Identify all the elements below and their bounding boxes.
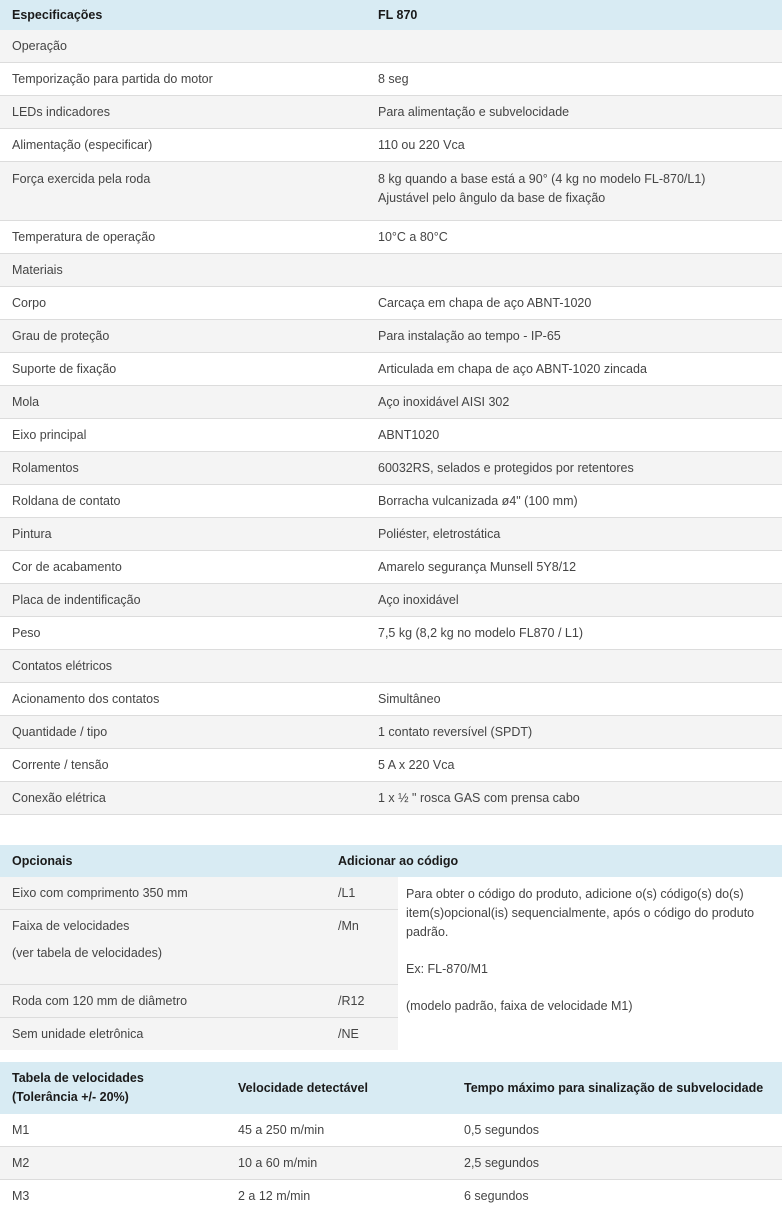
- option-code: /Mn: [326, 910, 398, 943]
- spec-label: Acionamento dos contatos: [0, 683, 366, 716]
- option-sub-empty: [326, 942, 398, 985]
- header-model: FL 870: [366, 0, 782, 30]
- speed-time: 2,5 segundos: [452, 1147, 782, 1180]
- spec-label: Contatos elétricos: [0, 650, 366, 683]
- spec-label: Grau de proteção: [0, 320, 366, 353]
- option-row: [0, 877, 782, 910]
- spec-label: Alimentação (especificar): [0, 129, 366, 162]
- spec-value: 5 A x 220 Vca: [366, 749, 782, 782]
- spec-row: [0, 386, 782, 419]
- spec-label: Placa de indentificação: [0, 584, 366, 617]
- option-label: Roda com 120 mm de diâmetro: [0, 985, 326, 1018]
- speed-value: 10 a 60 m/min: [226, 1147, 452, 1180]
- option-label: Faixa de velocidades: [0, 910, 326, 943]
- spec-row: [0, 584, 782, 617]
- option-sublabel: (ver tabela de velocidades): [0, 942, 326, 985]
- spec-row: [0, 221, 782, 254]
- spec-row: [0, 650, 782, 683]
- spec-value: 10°C a 80°C: [366, 221, 782, 254]
- spec-label: Mola: [0, 386, 366, 419]
- spec-label: Quantidade / tipo: [0, 716, 366, 749]
- spec-label: LEDs indicadores: [0, 96, 366, 129]
- header-speed-range: [0, 1062, 226, 1114]
- spec-value: 8 seg: [366, 63, 782, 96]
- spec-row: [0, 518, 782, 551]
- option-label: Sem unidade eletrônica: [0, 1018, 326, 1051]
- speed-row: [0, 1147, 782, 1180]
- header-options: Opcionais: [0, 845, 326, 877]
- spec-value-line: 8 kg quando a base está a 90° (4 kg no modelo FL-870/L1): [378, 170, 782, 189]
- header-tolerance: (Tolerância +/- 20%): [12, 1088, 226, 1107]
- speed-time: 6 segundos: [452, 1180, 782, 1212]
- spec-row: [0, 63, 782, 96]
- spec-value: [366, 254, 782, 287]
- spec-row: [0, 353, 782, 386]
- spec-row: [0, 551, 782, 584]
- speed-value: 45 a 250 m/min: [226, 1114, 452, 1147]
- spec-label: Operação: [0, 30, 366, 63]
- header-specifications: Especificações: [0, 0, 366, 30]
- spec-row: [0, 419, 782, 452]
- spec-value: Amarelo segurança Munsell 5Y8/12: [366, 551, 782, 584]
- spec-row: [0, 452, 782, 485]
- spec-value: Aço inoxidável AISI 302: [366, 386, 782, 419]
- speeds-table: [0, 1062, 782, 1212]
- speed-range: M1: [0, 1114, 226, 1147]
- spec-label: Cor de acabamento: [0, 551, 366, 584]
- spec-row: [0, 782, 782, 815]
- note-example-caption: (modelo padrão, faixa de velocidade M1): [406, 997, 772, 1016]
- option-label: Eixo com comprimento 350 mm: [0, 877, 326, 910]
- spec-value: ABNT1020: [366, 419, 782, 452]
- speed-row: [0, 1180, 782, 1212]
- spec-value: [366, 30, 782, 63]
- spec-row: [0, 30, 782, 63]
- spec-row: [0, 254, 782, 287]
- spec-row: [0, 716, 782, 749]
- options-header: [0, 845, 782, 877]
- header-detectable-speed: Velocidade detectável: [226, 1062, 452, 1114]
- header-max-time: Tempo máximo para sinalização de subvelocidade: [452, 1062, 782, 1114]
- spec-value: Aço inoxidável: [366, 584, 782, 617]
- spec-value: Borracha vulcanizada ø4" (100 mm): [366, 485, 782, 518]
- spec-row: [0, 749, 782, 782]
- spec-row: [0, 129, 782, 162]
- spec-value: 7,5 kg (8,2 kg no modelo FL870 / L1): [366, 617, 782, 650]
- spec-label: Materiais: [0, 254, 366, 287]
- spec-row: [0, 96, 782, 129]
- spec-label: Corrente / tensão: [0, 749, 366, 782]
- spec-value: 1 x ½ " rosca GAS com prensa cabo: [366, 782, 782, 815]
- speed-time: 0,5 segundos: [452, 1114, 782, 1147]
- note-instructions: Para obter o código do produto, adicione o(s) código(s) do(s) item(s)opcional(is) sequencialmente, após o código do produto padrão.: [406, 885, 772, 942]
- spec-label: Pintura: [0, 518, 366, 551]
- spec-label: Roldana de contato: [0, 485, 366, 518]
- speed-range: M2: [0, 1147, 226, 1180]
- options-table: [0, 845, 782, 1050]
- spec-label: Corpo: [0, 287, 366, 320]
- spec-value: 110 ou 220 Vca: [366, 129, 782, 162]
- speed-row: [0, 1114, 782, 1147]
- spec-value: Para alimentação e subvelocidade: [366, 96, 782, 129]
- options-note: [398, 877, 782, 1050]
- header-speed-table: Tabela de velocidades: [12, 1069, 226, 1088]
- spec-value: Poliéster, eletrostática: [366, 518, 782, 551]
- spec-value: Para instalação ao tempo - IP-65: [366, 320, 782, 353]
- spec-label: Peso: [0, 617, 366, 650]
- spec-value: [366, 162, 782, 221]
- header-add-code: Adicionar ao código: [326, 845, 782, 877]
- spec-value: 60032RS, selados e protegidos por retentores: [366, 452, 782, 485]
- spec-label: Suporte de fixação: [0, 353, 366, 386]
- option-code: /NE: [326, 1018, 398, 1051]
- spec-value-line: Ajustável pelo ângulo da base de fixação: [378, 189, 782, 208]
- speed-range: M3: [0, 1180, 226, 1212]
- note-example: Ex: FL-870/M1: [406, 960, 772, 979]
- speed-value: 2 a 12 m/min: [226, 1180, 452, 1212]
- speeds-header: [0, 1062, 782, 1114]
- specifications-header: [0, 0, 782, 30]
- spec-row: [0, 287, 782, 320]
- spec-value: [366, 650, 782, 683]
- spec-row: [0, 320, 782, 353]
- spec-row: [0, 162, 782, 221]
- spec-label: Força exercida pela roda: [0, 162, 366, 221]
- option-code: /L1: [326, 877, 398, 910]
- spec-value: Articulada em chapa de aço ABNT-1020 zincada: [366, 353, 782, 386]
- spec-label: Conexão elétrica: [0, 782, 366, 815]
- spec-value: 1 contato reversível (SPDT): [366, 716, 782, 749]
- spec-label: Rolamentos: [0, 452, 366, 485]
- option-code: /R12: [326, 985, 398, 1018]
- spec-value: Carcaça em chapa de aço ABNT-1020: [366, 287, 782, 320]
- spec-value: Simultâneo: [366, 683, 782, 716]
- spec-row: [0, 485, 782, 518]
- spec-row: [0, 683, 782, 716]
- spec-label: Temperatura de operação: [0, 221, 366, 254]
- spec-label: Eixo principal: [0, 419, 366, 452]
- spec-label: Temporização para partida do motor: [0, 63, 366, 96]
- spec-row: [0, 617, 782, 650]
